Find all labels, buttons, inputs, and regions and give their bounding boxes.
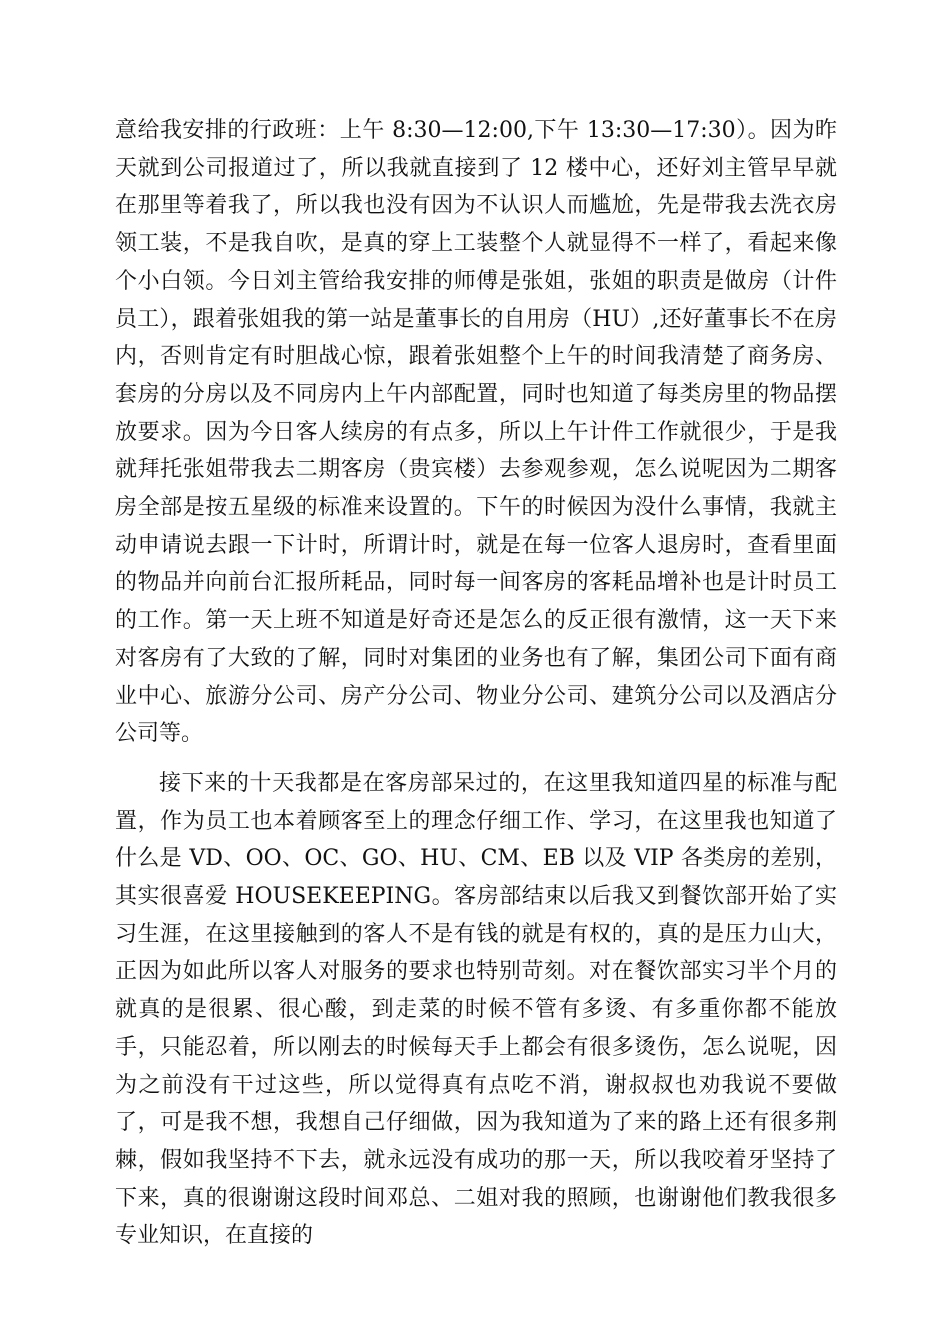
document-page — [115, 112, 837, 1255]
paragraph-housekeeping-and-dining: 接下来的十天我都是在客房部呆过的，在这里我知道四星的标准与配置，作为员工也本着顾客至上的理念仔细工作、学习，在这里我也知道了什么是 VD、OO、OC、GO、HU、CM、EB 以及 VIP 各类房的差别，其实很喜爱 HOUSEKEEPING。客房部结束以后我又到餐饮部开始了实习生涯，在这里接触到的客人不是有钱的就是有权的，真的是压力山大，正因为如此所以客人对服务的要求也特别苛刻。对在餐饮部实习半个月的就真的是很累、很心酸，到走菜的时候不管有多烫、有多重你都不能放手，只能忍着，所以刚去的时候每天手上都会有很多烫伤，怎么说呢，因为之前没有干过这些，所以觉得真有点吃不消，谢叔叔也劝我说不要做了，可是我不想，我想自己仔细做，因为我知道为了来的路上还有很多荆棘，假如我坚持不下去，就永远没有成功的那一天，所以我咬着牙坚持了下来，真的很谢谢这段时间邓总、二姐对我的照顾，也谢谢他们教我很多专业知识，在直接的 — [115, 770, 837, 1249]
paragraph-hotel-first-day: 意给我安排的行政班：上午 8:30—12:00,下午 13:30—17:30）。因为昨天就到公司报道过了，所以我就直接到了 12 楼中心，还好刘主管早早就在那里等着我了，所以我也没有因为不认识人而尴尬，先是带我去洗衣房领工装，不是我自吹，是真的穿上工装整个人就显得不一样了，看起来像个小白领。今日刘主管给我安排的师傅是张姐，张姐的职责是做房（计件员工），跟着张姐我的第一站是董事长的自用房（HU）,还好董事长不在房内，否则肯定有时胆战心惊，跟着张姐整个上午的时间我清楚了商务房、套房的分房以及不同房内上午内部配置，同时也知道了每类房里的物品摆放要求。因为今日客人续房的有点多，所以上午计件工作就很少，于是我就拜托张姐带我去二期客房（贵宾楼）去参观参观，怎么说呢因为二期客房全部是按五星级的标准来设置的。下午的时候因为没什么事情，我就主动申请说去跟一下计时，所谓计时，就是在每一位客人退房时，查看里面的物品并向前台汇报所耗品，同时每一间客房的客耗品增补也是计时员工的工作。第一天上班不知道是好奇还是怎么的反正很有激情，这一天下来对客房有了大致的了解，同时对集团的业务也有了解，集团公司下面有商业中心、旅游分公司、房产分公司、物业分公司、建筑分公司以及酒店分公司等。 — [115, 118, 837, 747]
